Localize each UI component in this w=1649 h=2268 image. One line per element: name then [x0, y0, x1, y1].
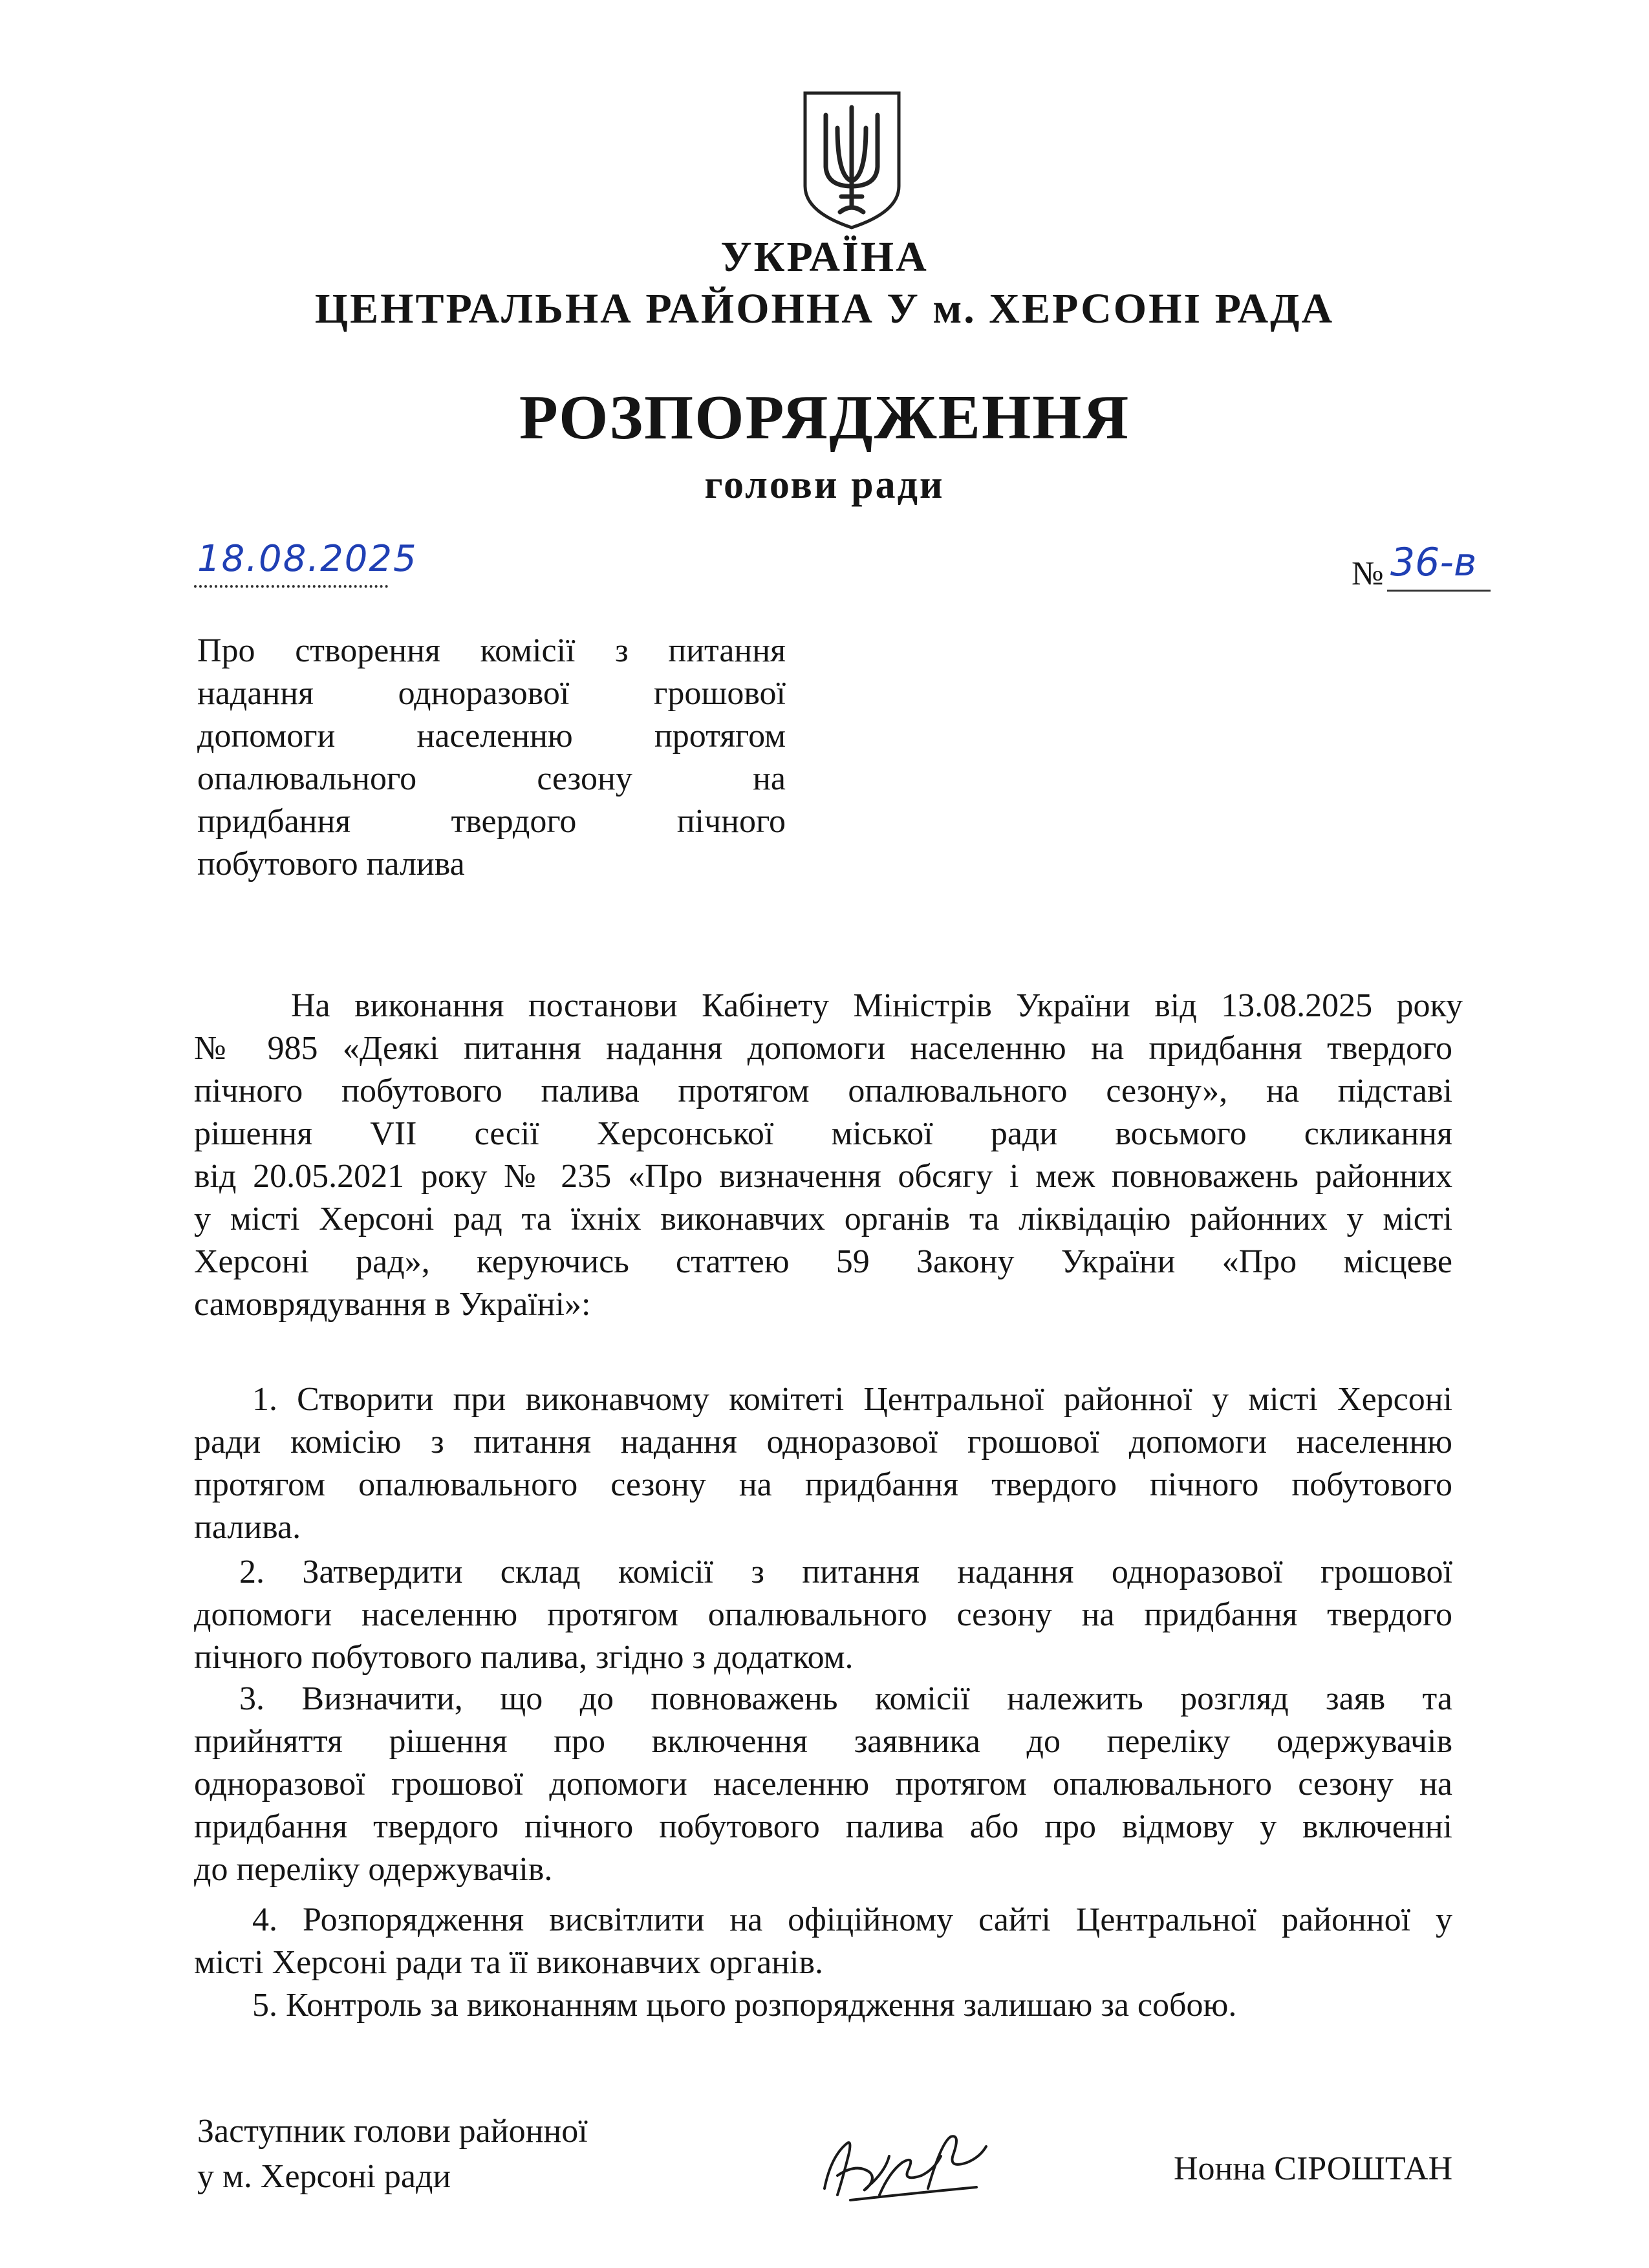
document-number: 36-в: [1390, 540, 1477, 585]
subject-line: придбання твердого пічного: [197, 803, 786, 840]
date-underline: [194, 585, 388, 588]
preamble-line: від 20.05.2021 року № 235 «Про визначення обсягу і меж повноважень районних: [194, 1158, 1452, 1195]
point-line: 2. Затвердити склад комісії з питання надання одноразової грошової: [239, 1554, 1452, 1590]
handwritten-signature: [812, 2117, 993, 2214]
point-line: 1. Створити при виконавчому комітеті Центральної районної у місті Херсоні: [252, 1381, 1452, 1418]
number-underline: [1387, 590, 1491, 592]
point-4: [194, 1899, 1452, 1984]
point-3: [194, 1678, 1452, 1891]
header-country: УКРАЇНА: [720, 233, 929, 281]
subject-line: опалювального сезону на: [197, 760, 786, 797]
coat-of-arms-icon: [800, 89, 904, 231]
signatory-position: [197, 2109, 588, 2199]
point-line: пічного побутового палива, згідно з додатком.: [194, 1639, 854, 1676]
point-line: ради комісію з питання надання одноразової грошової допомоги населенню: [194, 1424, 1452, 1460]
preamble-line: самоврядування в Україні»:: [194, 1286, 591, 1323]
subject-line: допомоги населенню протягом: [197, 718, 786, 754]
signatory-name: Нонна СІРОШТАН: [1174, 2150, 1453, 2187]
preamble-line: № 985 «Деякі питання надання допомоги населенню на придбання твердого: [194, 1030, 1452, 1067]
point-line: придбання твердого пічного побутового палива або про відмову у включенні: [194, 1808, 1452, 1845]
preamble-line: пічного побутового палива протягом опалювального сезону», на підставі: [194, 1073, 1452, 1109]
document-type: РОЗПОРЯДЖЕННЯ: [519, 383, 1130, 453]
point-line: одноразової грошової допомоги населенню протягом опалювального сезону на: [194, 1766, 1452, 1803]
document-date: 18.08.2025: [197, 538, 418, 580]
subject-line: Про створення комісії з питання: [197, 632, 786, 669]
point-line: місті Херсоні ради та її виконавчих органів.: [194, 1944, 823, 1981]
document-subtitle: голови ради: [704, 463, 945, 507]
point-1: [194, 1378, 1452, 1549]
point-line: 3. Визначити, що до повноважень комісії належить розгляд заяв та: [239, 1680, 1452, 1717]
document-subject: [197, 630, 786, 886]
point-2: [194, 1551, 1452, 1679]
signatory-position-line: у м. Херсоні ради: [197, 2158, 451, 2195]
number-sign: №: [1352, 555, 1384, 592]
preamble-line: Херсоні рад», керуючись статтею 59 Закону України «Про місцеве: [194, 1243, 1452, 1280]
preamble-line: На виконання постанови Кабінету Міністрів України від 13.08.2025 року: [291, 987, 1463, 1024]
subject-line: надання одноразової грошової: [197, 675, 786, 712]
header-council-name: ЦЕНТРАЛЬНА РАЙОННА У м. ХЕРСОНІ РАДА: [314, 285, 1335, 332]
point-line: 4. Розпорядження висвітлити на офіційному сайті Центральної районної у: [252, 1901, 1452, 1938]
subject-line: побутового палива: [197, 846, 465, 883]
point-line: 5. Контроль за виконанням цього розпорядження залишаю за собою.: [252, 1987, 1237, 2024]
point-line: до переліку одержувачів.: [194, 1851, 553, 1888]
preamble-paragraph: [194, 985, 1463, 1326]
point-line: прийняття рішення про включення заявника до переліку одержувачів: [194, 1723, 1452, 1760]
point-line: палива.: [194, 1509, 301, 1546]
signatory-position-line: Заступник голови районної: [197, 2113, 588, 2150]
point-line: допомоги населенню протягом опалювального сезону на придбання твердого: [194, 1596, 1452, 1633]
preamble-line: рішення VII сесії Херсонської міської ради восьмого скликання: [194, 1115, 1452, 1152]
point-line: протягом опалювального сезону на придбання твердого пічного побутового: [194, 1466, 1452, 1503]
point-5: [194, 1984, 1452, 2027]
preamble-line: у місті Херсоні рад та їхніх виконавчих органів та ліквідацію районних у місті: [194, 1201, 1452, 1237]
